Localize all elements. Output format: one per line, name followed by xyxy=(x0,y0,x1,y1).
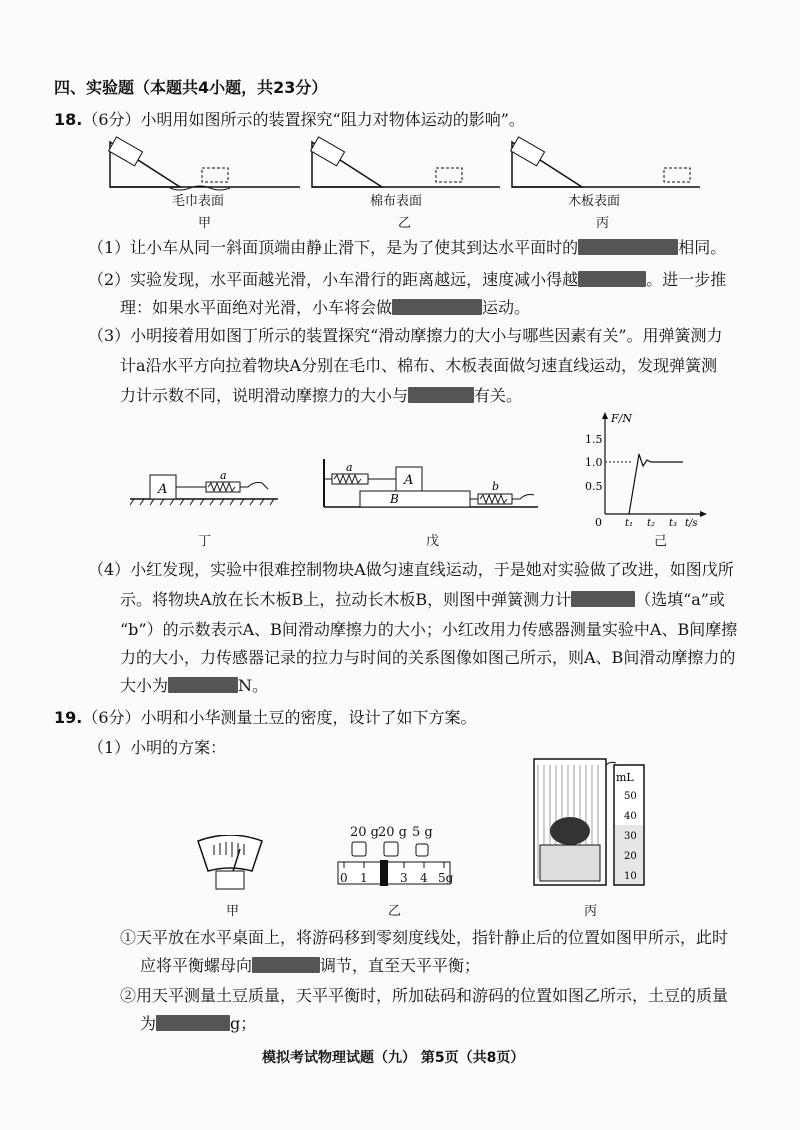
surface-cotton: 棉布表面 xyxy=(370,194,423,209)
board-b-label: B xyxy=(390,492,399,506)
q18-p4-b: 示。将物块A放在长木板B上，拉动长木板B，则图中弹簧测力计 （选填“a”或 xyxy=(120,590,725,609)
q19-s1: ①天平放在水平桌面上，将游码移到零刻度线处，指针静止后的位置如图甲所示，此时 xyxy=(120,928,729,947)
answer-blank-5[interactable] xyxy=(571,591,635,607)
answer-blank-6[interactable] xyxy=(168,677,238,693)
answer-blank-8[interactable] xyxy=(156,1015,230,1031)
q18-number: 18. xyxy=(54,110,83,129)
fig-label-yi: 乙 xyxy=(398,216,412,231)
incline-yi xyxy=(311,137,500,187)
answer-blank-2[interactable] xyxy=(578,271,646,287)
weight-20g-a: 20 g xyxy=(350,825,379,840)
q19-number: 19. xyxy=(54,708,83,727)
q19-s2: ②用天平测量土豆质量，天平平衡时，所加砝码和游码的位置如图乙所示，土豆的质量 xyxy=(120,986,729,1005)
surface-wood: 木板表面 xyxy=(568,194,621,209)
page-footer: 模拟考试物理试题（九） 第5页（共8页） xyxy=(262,1050,525,1066)
fig-label-wu: 戊 xyxy=(426,534,440,549)
q18-p4-d: “b”）的示数表示A、B间滑动摩擦力的大小；小红改用力传感器测量实验中A、B间摩擦 xyxy=(120,620,738,639)
ytick-1-0: 1.0 xyxy=(585,456,603,469)
force-curve xyxy=(629,454,683,514)
q18-p4-f: 大小为 N。 xyxy=(120,676,269,695)
spring-a-label-2: a xyxy=(346,461,353,474)
xtick-t3: t₃ xyxy=(669,518,678,529)
q19-s1-b: 应将平衡螺母向 调节，直至天平平衡； xyxy=(140,956,481,975)
q18-stem-line xyxy=(54,110,525,130)
graph-origin: 0 xyxy=(595,516,602,529)
fig-label-bing: 丙 xyxy=(596,216,610,231)
xunit: t/s xyxy=(685,518,698,529)
fig-wu xyxy=(320,455,540,515)
xtick-t2: t₂ xyxy=(647,518,656,529)
answer-blank-3[interactable] xyxy=(392,299,482,315)
q18-p2-cont: 理：如果水平面绝对光滑，小车将会做 运动。 xyxy=(120,298,531,317)
fig-ji-graph xyxy=(585,410,715,530)
answer-blank-1[interactable] xyxy=(578,239,678,255)
block-a-label: A xyxy=(158,482,168,497)
fig-label-ji: 己 xyxy=(654,534,668,549)
weight-5g: 5 g xyxy=(412,825,433,840)
ytick-1-5: 1.5 xyxy=(585,433,603,446)
svg-text:10: 10 xyxy=(624,871,637,882)
answer-blank-7[interactable] xyxy=(252,957,320,973)
q18-p3: （3）小明接着用如图丁所示的装置探究“滑动摩擦力的大小与哪些因素有关”。用弹簧测力 xyxy=(88,326,723,345)
q19-sub1: （1）小明的方案： xyxy=(88,738,227,757)
q19-s2-b: 为 g； xyxy=(140,1014,257,1033)
spring-b-label: b xyxy=(492,480,500,493)
fig19-label-bing: 丙 xyxy=(584,904,598,919)
svg-text:40: 40 xyxy=(624,811,637,822)
q18-p3-b: 计a沿水平方向拉着物块A分别在毛巾、棉布、木板表面做匀速直线运动，发现弹簧测 xyxy=(120,356,718,375)
fig19-label-jia: 甲 xyxy=(226,904,240,919)
q19-stem-line xyxy=(54,708,477,728)
potato xyxy=(550,817,590,845)
fig19-jia-dial xyxy=(190,835,270,895)
graph-ylabel: F/N xyxy=(611,412,632,425)
q18-p4-e: 力的大小，力传感器记录的拉力与时间的关系图像如图己所示，则A、B间滑动摩擦力的 xyxy=(120,648,736,667)
block-a-label-2: A xyxy=(404,473,414,488)
weight-20g-b: 20 g xyxy=(378,825,407,840)
section-title: 四、实验题（本题共4小题，共23分） xyxy=(54,78,328,97)
cyl-unit: mL xyxy=(616,771,634,784)
incline-jia xyxy=(109,137,300,190)
q18-p1: （1）让小车从同一斜面顶端由静止滑下，是为了使其到达水平面时的 相同。 xyxy=(88,238,727,257)
answer-blank-4[interactable] xyxy=(408,387,474,403)
ytick-0-5: 0.5 xyxy=(585,480,603,493)
fig-ding xyxy=(130,465,280,515)
fig19-bing-cylinder xyxy=(530,755,650,890)
q18-p2: （2）实验发现，水平面越光滑，小车滑行的距离越远，速度减小得越 。进一步推 xyxy=(88,270,727,289)
xtick-t1: t₁ xyxy=(625,518,634,529)
q19-stem: （6分）小明和小华测量土豆的密度，设计了如下方案。 xyxy=(82,708,477,727)
fig-label-ding: 丁 xyxy=(198,534,212,549)
svg-text:30: 30 xyxy=(624,831,637,842)
q18-stem: （6分）小明用如图所示的装置探究“阻力对物体运动的影响”。 xyxy=(82,110,525,129)
q18-p4: （4）小红发现，实验中很难控制物块A做匀速直线运动，于是她对实验做了改进，如图戊所 xyxy=(88,560,734,579)
fig19-label-yi: 乙 xyxy=(388,904,402,919)
surface-towel: 毛巾表面 xyxy=(172,194,225,209)
fig19-yi-scale xyxy=(336,838,454,890)
incline-bing xyxy=(511,137,700,187)
fig-label-jia: 甲 xyxy=(198,216,212,231)
svg-text:20: 20 xyxy=(624,851,637,862)
svg-text:50: 50 xyxy=(624,791,637,802)
q18-p3-c: 力计示数不同，说明滑动摩擦力的大小与 有关。 xyxy=(120,386,523,405)
spring-a-label: a xyxy=(220,469,227,482)
